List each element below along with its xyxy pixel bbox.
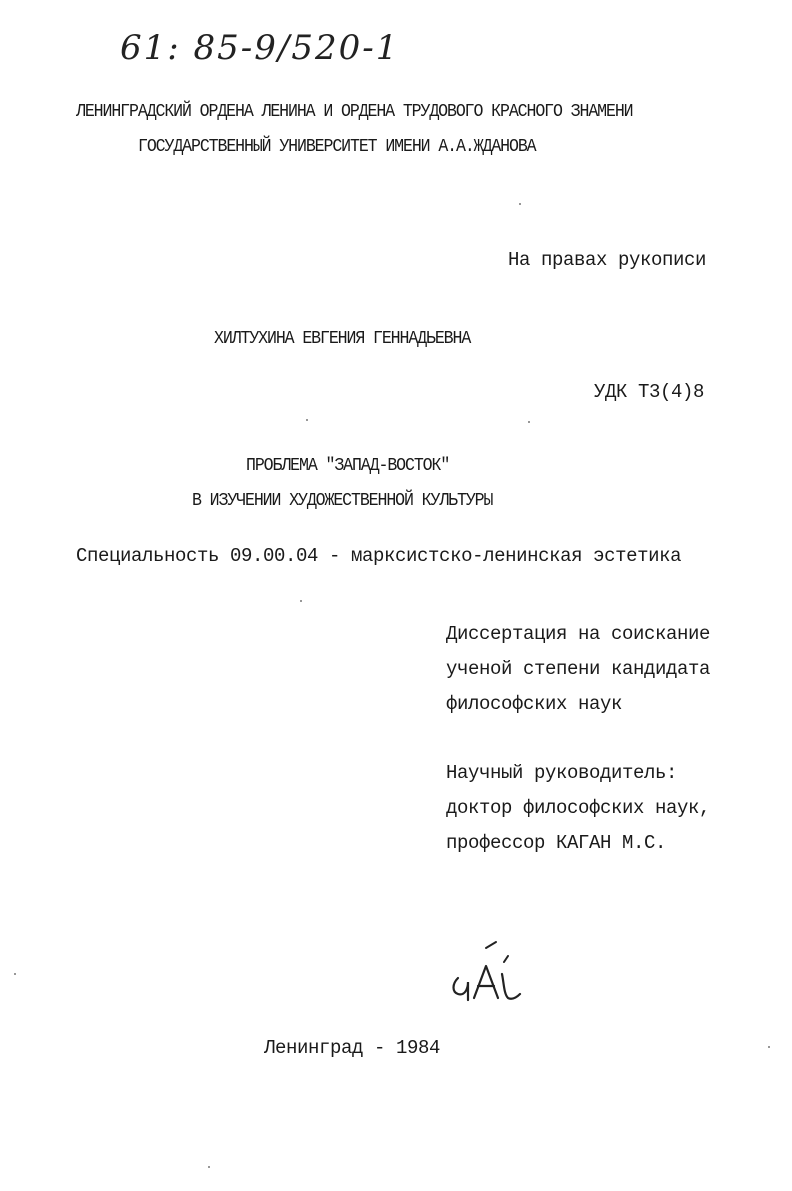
title-line-1: ПРОБЛЕМА "ЗАПАД-ВОСТОК" (246, 456, 450, 476)
supervisor-line-2: доктор философских наук, (446, 797, 711, 819)
udc-code: УДК Т3(4)8 (594, 381, 705, 403)
author-name: ХИЛТУХИНА ЕВГЕНИЯ ГЕННАДЬЕВНА (214, 329, 471, 349)
handwritten-signature (446, 940, 536, 1010)
dissertation-line-1: Диссертация на соискание (446, 623, 711, 645)
title-line-2: В ИЗУЧЕНИИ ХУДОЖЕСТВЕННОЙ КУЛЬТУРЫ (192, 491, 493, 511)
institution-line-2: ГОСУДАРСТВЕННЫЙ УНИВЕРСИТЕТ ИМЕНИ А.А.ЖДАНОВА (138, 137, 536, 157)
place-and-year: Ленинград - 1984 (264, 1037, 441, 1059)
paper-speck (208, 1166, 210, 1168)
paper-speck (768, 1046, 770, 1048)
paper-speck (306, 419, 308, 421)
dissertation-line-2: ученой степени кандидата (446, 658, 711, 680)
supervisor-line-1: Научный руководитель: (446, 762, 678, 784)
handwritten-archive-code: 61: 85-9/520-1 (120, 28, 400, 68)
paper-speck (519, 203, 521, 205)
dissertation-line-3: философских наук (446, 693, 623, 715)
paper-speck (528, 421, 530, 423)
specialty-line: Специальность 09.00.04 - марксистско-ленинская эстетика (76, 545, 682, 567)
paper-speck (300, 600, 302, 602)
supervisor-line-3: профессор КАГАН М.С. (446, 832, 667, 854)
manuscript-rights-note: На правах рукописи (508, 249, 707, 271)
institution-line-1: ЛЕНИНГРАДСКИЙ ОРДЕНА ЛЕНИНА И ОРДЕНА ТРУДОВОГО КРАСНОГО ЗНАМЕНИ (76, 102, 633, 122)
paper-speck (14, 973, 16, 975)
